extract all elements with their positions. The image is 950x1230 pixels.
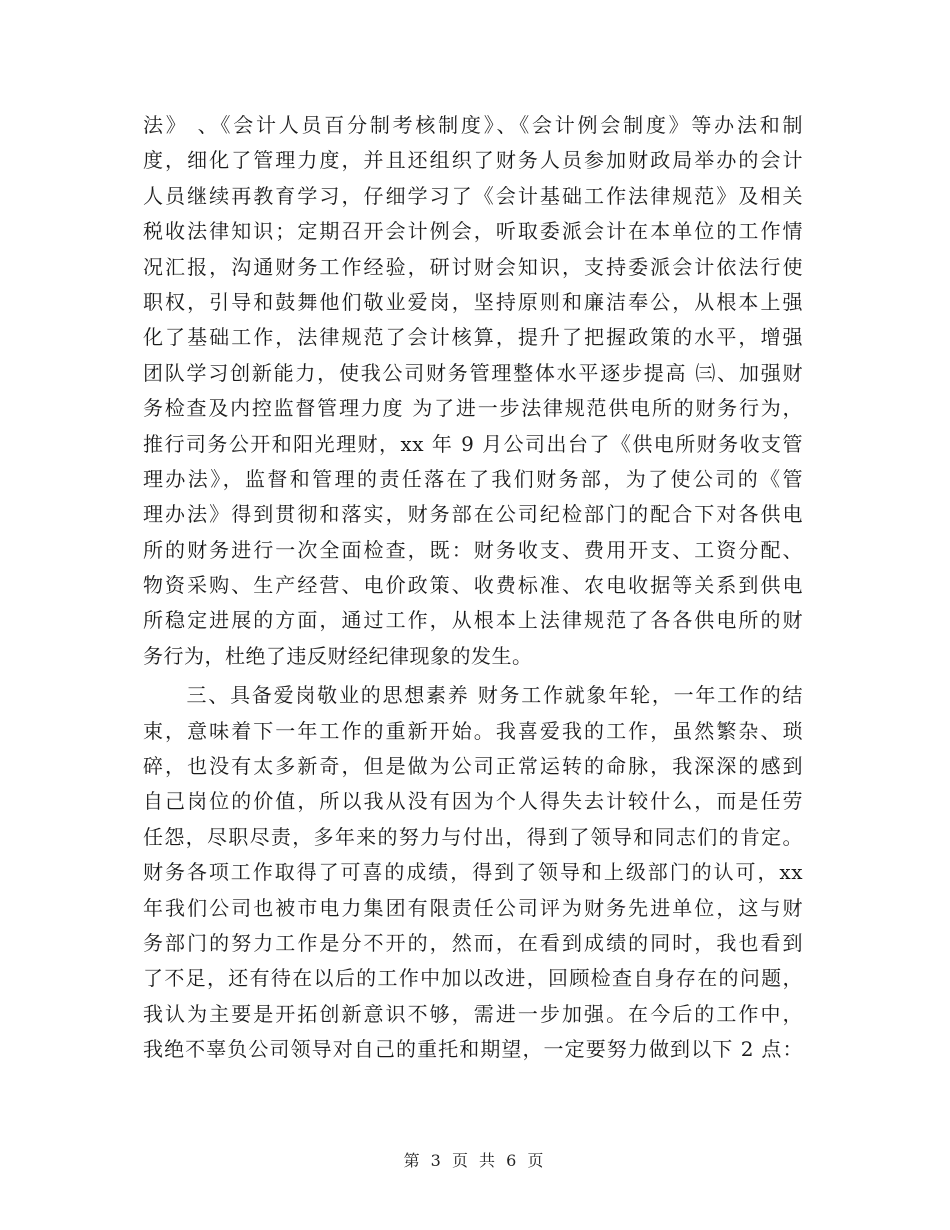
document-body	[143, 108, 803, 1068]
text-line: 任怨，尽职尽责，多年来的努力与付出，得到了领导和同志们的肯定。	[143, 824, 803, 849]
text-line: 物资采购、生产经营、电价政策、收费标准、农电收据等关系到供电	[143, 573, 803, 598]
text-line: 所的财务进行一次全面检查，既：财务收支、费用开支、工资分配、	[143, 537, 803, 562]
text-line: 推行司务公开和阳光理财，xx 年 9 月公司出台了《供电所财务收支管	[143, 431, 803, 456]
text-line: 团队学习创新能力，使我公司财务管理整体水平逐步提高 ㈢、加强财	[143, 360, 803, 385]
text-line: 度，细化了管理力度，并且还组织了财务人员参加财政局举办的会计	[143, 148, 803, 173]
text-line: 务行为，杜绝了违反财经纪律现象的发生。	[143, 643, 533, 668]
text-line: 自己岗位的价值，所以我从没有因为个人得失去计较什么，而是任劳	[143, 789, 803, 814]
paragraph-2	[143, 678, 803, 1067]
text-line: 务部门的努力工作是分不开的，然而，在看到成绩的同时，我也看到	[143, 930, 803, 955]
paragraph-1	[143, 108, 803, 674]
text-line: 碎，也没有太多新奇，但是做为公司正常运转的命脉，我深深的感到	[143, 754, 803, 779]
text-line: 法》 、《会计人员百分制考核制度》、《会计例会制度》等办法和制	[143, 113, 803, 137]
text-line: 我认为主要是开拓创新意识不够，需进一步加强。在今后的工作中，	[143, 1001, 803, 1026]
text-line: 理办法》，监督和管理的责任落在了我们财务部，为了使公司的《管	[143, 466, 803, 491]
text-line: 务检查及内控监督管理力度 为了进一步法律规范供电所的财务行为，	[143, 396, 803, 421]
text-line: 况汇报，沟通财务工作经验，研讨财会知识，支持委派会计依法行使	[143, 254, 803, 279]
text-line: 财务各项工作取得了可喜的成绩，得到了领导和上级部门的认可，xx	[143, 860, 803, 885]
text-line: 化了基础工作，法律规范了会计核算，提升了把握政策的水平，增强	[143, 325, 803, 350]
text-line: 年我们公司也被市电力集团有限责任公司评为财务先进单位，这与财	[143, 895, 803, 920]
text-line: 职权，引导和鼓舞他们敬业爱岗，坚持原则和廉洁奉公，从根本上强	[143, 289, 803, 314]
text-line: 我绝不辜负公司领导对自己的重托和期望，一定要努力做到以下 2 点：	[143, 1037, 803, 1062]
text-line: 所稳定进展的方面，通过工作，从根本上法律规范了各各供电所的财	[143, 608, 803, 633]
text-line: 人员继续再教育学习，仔细学习了《会计基础工作法律规范》及相关	[143, 183, 803, 208]
text-line: 理办法》得到贯彻和落实，财务部在公司纪检部门的配合下对各供电	[143, 502, 803, 527]
text-line: 税收法律知识；定期召开会计例会，听取委派会计在本单位的工作情	[143, 219, 803, 244]
text-line: 三、具备爱岗敬业的思想素养 财务工作就象年轮，一年工作的结	[143, 683, 803, 708]
text-line: 了不足，还有待在以后的工作中加以改进，回顾检查自身存在的问题，	[143, 966, 803, 991]
page-number-footer: 第 3 页 共 6 页	[403, 1151, 547, 1170]
text-line: 束，意味着下一年工作的重新开始。我喜爱我的工作，虽然繁杂、琐	[143, 718, 803, 743]
